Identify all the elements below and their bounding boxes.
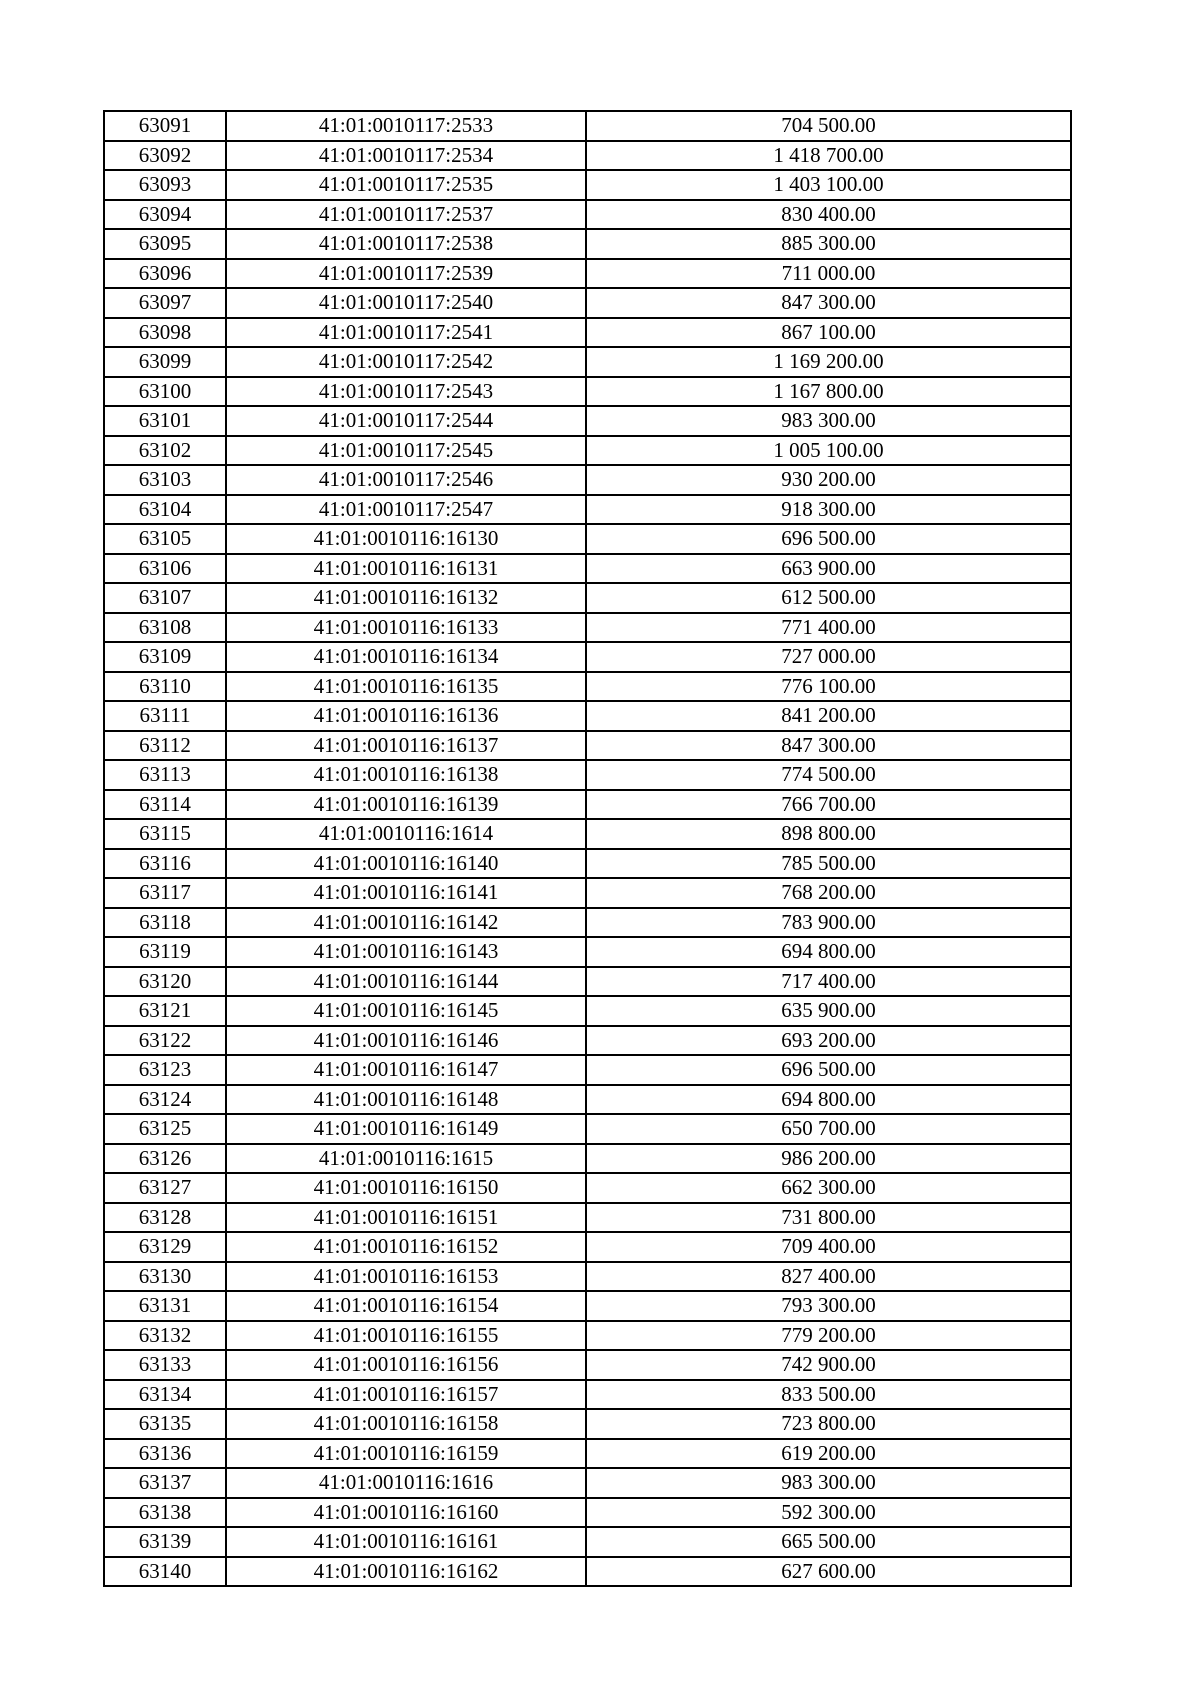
row-number-cell: 63091: [104, 111, 226, 141]
cadastral-number-cell: 41:01:0010116:16153: [226, 1262, 586, 1292]
row-number-cell: 63133: [104, 1350, 226, 1380]
value-cell: 693 200.00: [586, 1026, 1071, 1056]
table-row: [104, 613, 1071, 643]
cadastral-number-cell: 41:01:0010116:16151: [226, 1203, 586, 1233]
table-row: [104, 1439, 1071, 1469]
table-row: [104, 1350, 1071, 1380]
row-number-cell: 63092: [104, 141, 226, 171]
row-number-cell: 63115: [104, 819, 226, 849]
value-cell: 766 700.00: [586, 790, 1071, 820]
cadastral-number-cell: 41:01:0010116:16130: [226, 524, 586, 554]
cadastral-number-cell: 41:01:0010117:2541: [226, 318, 586, 348]
table-row: [104, 672, 1071, 702]
cadastral-number-cell: 41:01:0010116:16131: [226, 554, 586, 584]
row-number-cell: 63131: [104, 1291, 226, 1321]
table-row: [104, 141, 1071, 171]
value-cell: 793 300.00: [586, 1291, 1071, 1321]
table-row: [104, 937, 1071, 967]
cadastral-number-cell: 41:01:0010117:2539: [226, 259, 586, 289]
row-number-cell: 63117: [104, 878, 226, 908]
value-cell: 1 403 100.00: [586, 170, 1071, 200]
cadastral-number-cell: 41:01:0010116:16135: [226, 672, 586, 702]
value-cell: 986 200.00: [586, 1144, 1071, 1174]
table-row: [104, 259, 1071, 289]
table-row: [104, 1380, 1071, 1410]
row-number-cell: 63125: [104, 1114, 226, 1144]
value-cell: 731 800.00: [586, 1203, 1071, 1233]
table-row: [104, 1262, 1071, 1292]
table-row: [104, 790, 1071, 820]
cadastral-number-cell: 41:01:0010116:16134: [226, 642, 586, 672]
row-number-cell: 63093: [104, 170, 226, 200]
row-number-cell: 63124: [104, 1085, 226, 1115]
row-number-cell: 63100: [104, 377, 226, 407]
value-cell: 783 900.00: [586, 908, 1071, 938]
row-number-cell: 63129: [104, 1232, 226, 1262]
cadastral-number-cell: 41:01:0010116:16155: [226, 1321, 586, 1351]
table-row: [104, 1527, 1071, 1557]
row-number-cell: 63110: [104, 672, 226, 702]
value-cell: 867 100.00: [586, 318, 1071, 348]
row-number-cell: 63132: [104, 1321, 226, 1351]
value-cell: 785 500.00: [586, 849, 1071, 879]
row-number-cell: 63111: [104, 701, 226, 731]
table-row: [104, 465, 1071, 495]
table-row: [104, 200, 1071, 230]
value-cell: 983 300.00: [586, 406, 1071, 436]
cadastral-number-cell: 41:01:0010117:2540: [226, 288, 586, 318]
cadastral-number-cell: 41:01:0010116:16145: [226, 996, 586, 1026]
row-number-cell: 63105: [104, 524, 226, 554]
table-row: [104, 1498, 1071, 1528]
value-cell: 717 400.00: [586, 967, 1071, 997]
cadastral-number-cell: 41:01:0010117:2537: [226, 200, 586, 230]
value-cell: 830 400.00: [586, 200, 1071, 230]
table-row: [104, 967, 1071, 997]
cadastral-number-cell: 41:01:0010116:16142: [226, 908, 586, 938]
value-cell: 776 100.00: [586, 672, 1071, 702]
row-number-cell: 63128: [104, 1203, 226, 1233]
value-cell: 665 500.00: [586, 1527, 1071, 1557]
value-cell: 694 800.00: [586, 1085, 1071, 1115]
table-row: [104, 347, 1071, 377]
row-number-cell: 63109: [104, 642, 226, 672]
table-row: [104, 1114, 1071, 1144]
value-cell: 898 800.00: [586, 819, 1071, 849]
row-number-cell: 63137: [104, 1468, 226, 1498]
table-row: [104, 701, 1071, 731]
table-row: [104, 1409, 1071, 1439]
table-row: [104, 495, 1071, 525]
row-number-cell: 63107: [104, 583, 226, 613]
cadastral-number-cell: 41:01:0010116:16162: [226, 1557, 586, 1587]
table-row: [104, 111, 1071, 141]
row-number-cell: 63123: [104, 1055, 226, 1085]
cadastral-number-cell: 41:01:0010116:16137: [226, 731, 586, 761]
cadastral-number-cell: 41:01:0010116:16144: [226, 967, 586, 997]
value-cell: 918 300.00: [586, 495, 1071, 525]
cadastral-number-cell: 41:01:0010116:16146: [226, 1026, 586, 1056]
row-number-cell: 63106: [104, 554, 226, 584]
table-body: [104, 111, 1071, 1586]
row-number-cell: 63139: [104, 1527, 226, 1557]
cadastral-number-cell: 41:01:0010117:2543: [226, 377, 586, 407]
table-row: [104, 436, 1071, 466]
cadastral-number-cell: 41:01:0010116:16156: [226, 1350, 586, 1380]
row-number-cell: 63104: [104, 495, 226, 525]
table-row: [104, 642, 1071, 672]
table-row: [104, 996, 1071, 1026]
table-row: [104, 554, 1071, 584]
table-row: [104, 1468, 1071, 1498]
table-row: [104, 170, 1071, 200]
table-row: [104, 583, 1071, 613]
cadastral-number-cell: 41:01:0010116:16157: [226, 1380, 586, 1410]
table-row: [104, 819, 1071, 849]
table-row: [104, 760, 1071, 790]
value-cell: 833 500.00: [586, 1380, 1071, 1410]
value-cell: 694 800.00: [586, 937, 1071, 967]
cadastral-number-cell: 41:01:0010116:16143: [226, 937, 586, 967]
value-cell: 983 300.00: [586, 1468, 1071, 1498]
row-number-cell: 63103: [104, 465, 226, 495]
cadastral-number-cell: 41:01:0010116:1614: [226, 819, 586, 849]
value-cell: 768 200.00: [586, 878, 1071, 908]
value-cell: 723 800.00: [586, 1409, 1071, 1439]
value-cell: 1 167 800.00: [586, 377, 1071, 407]
cadastral-number-cell: 41:01:0010116:16139: [226, 790, 586, 820]
value-cell: 779 200.00: [586, 1321, 1071, 1351]
value-cell: 635 900.00: [586, 996, 1071, 1026]
row-number-cell: 63112: [104, 731, 226, 761]
table-row: [104, 406, 1071, 436]
cadastral-number-cell: 41:01:0010117:2534: [226, 141, 586, 171]
value-cell: 847 300.00: [586, 288, 1071, 318]
cadastral-number-cell: 41:01:0010116:16132: [226, 583, 586, 613]
row-number-cell: 63138: [104, 1498, 226, 1528]
row-number-cell: 63102: [104, 436, 226, 466]
table-row: [104, 229, 1071, 259]
row-number-cell: 63120: [104, 967, 226, 997]
row-number-cell: 63108: [104, 613, 226, 643]
row-number-cell: 63135: [104, 1409, 226, 1439]
cadastral-number-cell: 41:01:0010116:16140: [226, 849, 586, 879]
cadastral-number-cell: 41:01:0010116:16148: [226, 1085, 586, 1115]
cadastral-number-cell: 41:01:0010116:16133: [226, 613, 586, 643]
table-row: [104, 849, 1071, 879]
table-row: [104, 318, 1071, 348]
row-number-cell: 63118: [104, 908, 226, 938]
table-row: [104, 1321, 1071, 1351]
table-row: [104, 1085, 1071, 1115]
row-number-cell: 63126: [104, 1144, 226, 1174]
value-cell: 1 418 700.00: [586, 141, 1071, 171]
value-cell: 885 300.00: [586, 229, 1071, 259]
cadastral-number-cell: 41:01:0010117:2538: [226, 229, 586, 259]
value-cell: 841 200.00: [586, 701, 1071, 731]
row-number-cell: 63098: [104, 318, 226, 348]
row-number-cell: 63101: [104, 406, 226, 436]
table-row: [104, 908, 1071, 938]
row-number-cell: 63136: [104, 1439, 226, 1469]
table-row: [104, 524, 1071, 554]
table-row: [104, 1026, 1071, 1056]
value-cell: 847 300.00: [586, 731, 1071, 761]
cadastral-number-cell: 41:01:0010116:16147: [226, 1055, 586, 1085]
cadastral-number-cell: 41:01:0010117:2546: [226, 465, 586, 495]
value-cell: 663 900.00: [586, 554, 1071, 584]
table-row: [104, 1291, 1071, 1321]
row-number-cell: 63130: [104, 1262, 226, 1292]
row-number-cell: 63095: [104, 229, 226, 259]
value-cell: 612 500.00: [586, 583, 1071, 613]
cadastral-number-cell: 41:01:0010117:2545: [226, 436, 586, 466]
row-number-cell: 63119: [104, 937, 226, 967]
value-cell: 1 169 200.00: [586, 347, 1071, 377]
row-number-cell: 63096: [104, 259, 226, 289]
row-number-cell: 63127: [104, 1173, 226, 1203]
row-number-cell: 63114: [104, 790, 226, 820]
row-number-cell: 63140: [104, 1557, 226, 1587]
table-row: [104, 1203, 1071, 1233]
cadastral-number-cell: 41:01:0010117:2542: [226, 347, 586, 377]
data-table: [103, 110, 1072, 1587]
value-cell: 696 500.00: [586, 1055, 1071, 1085]
table-row: [104, 1173, 1071, 1203]
row-number-cell: 63116: [104, 849, 226, 879]
value-cell: 771 400.00: [586, 613, 1071, 643]
table-row: [104, 1144, 1071, 1174]
cadastral-number-cell: 41:01:0010116:1615: [226, 1144, 586, 1174]
value-cell: 709 400.00: [586, 1232, 1071, 1262]
cadastral-number-cell: 41:01:0010116:16136: [226, 701, 586, 731]
cadastral-number-cell: 41:01:0010116:16161: [226, 1527, 586, 1557]
cadastral-number-cell: 41:01:0010117:2544: [226, 406, 586, 436]
row-number-cell: 63113: [104, 760, 226, 790]
value-cell: 619 200.00: [586, 1439, 1071, 1469]
row-number-cell: 63099: [104, 347, 226, 377]
cadastral-number-cell: 41:01:0010116:16152: [226, 1232, 586, 1262]
row-number-cell: 63122: [104, 1026, 226, 1056]
table-row: [104, 1232, 1071, 1262]
table-row: [104, 1557, 1071, 1587]
value-cell: 774 500.00: [586, 760, 1071, 790]
value-cell: 930 200.00: [586, 465, 1071, 495]
value-cell: 662 300.00: [586, 1173, 1071, 1203]
cadastral-number-cell: 41:01:0010116:16141: [226, 878, 586, 908]
cadastral-number-cell: 41:01:0010116:16149: [226, 1114, 586, 1144]
table-row: [104, 377, 1071, 407]
row-number-cell: 63134: [104, 1380, 226, 1410]
cadastral-number-cell: 41:01:0010116:16158: [226, 1409, 586, 1439]
cadastral-number-cell: 41:01:0010116:16154: [226, 1291, 586, 1321]
cadastral-number-cell: 41:01:0010116:16159: [226, 1439, 586, 1469]
value-cell: 1 005 100.00: [586, 436, 1071, 466]
cadastral-number-cell: 41:01:0010116:1616: [226, 1468, 586, 1498]
value-cell: 704 500.00: [586, 111, 1071, 141]
cadastral-number-cell: 41:01:0010116:16160: [226, 1498, 586, 1528]
row-number-cell: 63121: [104, 996, 226, 1026]
value-cell: 727 000.00: [586, 642, 1071, 672]
table-row: [104, 1055, 1071, 1085]
cadastral-number-cell: 41:01:0010116:16150: [226, 1173, 586, 1203]
cadastral-number-cell: 41:01:0010117:2533: [226, 111, 586, 141]
value-cell: 742 900.00: [586, 1350, 1071, 1380]
value-cell: 650 700.00: [586, 1114, 1071, 1144]
row-number-cell: 63094: [104, 200, 226, 230]
value-cell: 711 000.00: [586, 259, 1071, 289]
cadastral-number-cell: 41:01:0010117:2535: [226, 170, 586, 200]
table-row: [104, 878, 1071, 908]
cadastral-number-cell: 41:01:0010117:2547: [226, 495, 586, 525]
value-cell: 627 600.00: [586, 1557, 1071, 1587]
table-row: [104, 731, 1071, 761]
cadastral-number-cell: 41:01:0010116:16138: [226, 760, 586, 790]
table-row: [104, 288, 1071, 318]
row-number-cell: 63097: [104, 288, 226, 318]
value-cell: 827 400.00: [586, 1262, 1071, 1292]
value-cell: 696 500.00: [586, 524, 1071, 554]
value-cell: 592 300.00: [586, 1498, 1071, 1528]
